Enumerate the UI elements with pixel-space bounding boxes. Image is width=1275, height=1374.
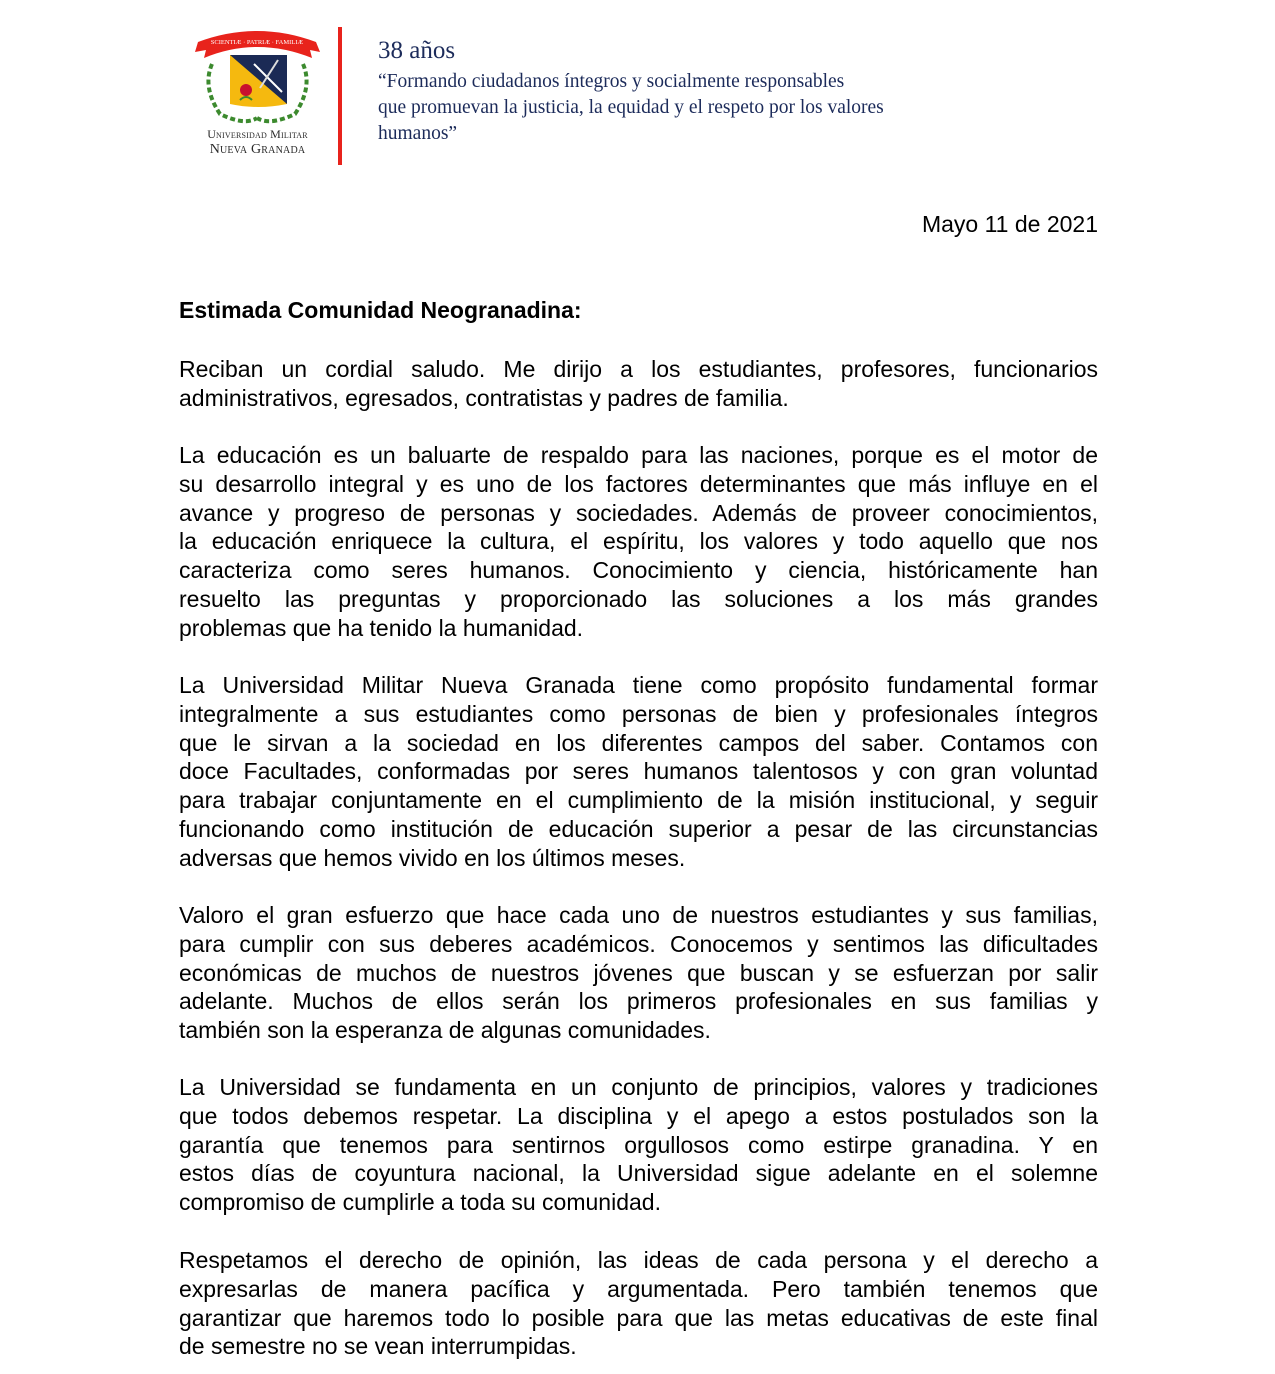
paragraph-1: Reciban un cordial saludo. Me dirijo a los estudiantes, profesores, funcionarios administrativos, egresados, contratistas y padres de familia. — [179, 356, 1098, 411]
coat-of-arms-icon — [190, 22, 325, 127]
institutional-quote: “Formando ciudadanos íntegros y socialmente responsables que promuevan la justicia, la equidad y el respeto por los valores humanos” — [378, 71, 884, 144]
university-logo — [190, 22, 325, 162]
paragraph-3: La Universidad Militar Nueva Granada tiene como propósito fundamental formar integralmente a sus estudiantes como personas de bien y profesionales íntegros que le sirvan a la sociedad en los diferentes campos del saber. Contamos con doce Facultades, conformadas por seres humanos talentosos y con gran voluntad para trabajar conjuntamente en el cumplimiento de la misión institucional, y seguir funcionando como institución de educación superior a pesar de las circunstancias adversas que hemos vivido en los últimos meses. — [179, 672, 1098, 871]
paragraph-6: Respetamos el derecho de opinión, las ideas de cada persona y el derecho a expresarlas de manera pacífica y argumentada. Pero también tenemos que garantizar que haremos todo lo posible para que las metas educativas de este final de semestre no se vean interrumpidas. — [179, 1247, 1098, 1360]
header-divider — [338, 27, 342, 165]
university-name: Universidad Militar Nueva Granada — [207, 127, 308, 157]
letter-date: Mayo 11 de 2021 — [921, 211, 1098, 237]
header-tagline — [378, 35, 998, 147]
letter-greeting: Estimada Comunidad Neogranadina: — [179, 297, 582, 323]
paragraph-2: La educación es un baluarte de respaldo para las naciones, porque es el motor de su desarrollo integral y es uno de los factores determinantes que más influye en el avance y progreso de personas y sociedades. Además de proveer conocimientos, la educación enriquece la cultura, el espíritu, los valores y todo aquello que nos caracteriza como seres humanos. Conocimiento y ciencia, históricamente han resuelto las preguntas y proporcionado las soluciones a los más grandes problemas que ha tenido la humanidad. — [179, 442, 1098, 641]
svg-text:SCIENTIÆ · PATRIÆ · FAMILIÆ: SCIENTIÆ · PATRIÆ · FAMILIÆ — [210, 39, 304, 46]
paragraph-4: Valoro el gran esfuerzo que hace cada uno de nuestros estudiantes y sus familias, para cumplir con sus deberes académicos. Conocemos y sentimos las dificultades económicas de muchos de nuestros jóvenes que buscan y se esfuerzan por salir adelante. Muchos de ellos serán los primeros profesionales en sus familias y también son la esperanza de algunas comunidades. — [179, 902, 1098, 1044]
paragraph-5: La Universidad se fundamenta en un conjunto de principios, valores y tradiciones que todos debemos respetar. La disciplina y el apego a estos postulados son la garantía que tenemos para sentirnos orgullosos como estirpe granadina. Y en estos días de coyuntura nacional, la Universidad sigue adelante en el solemne compromiso de cumplirle a toda su comunidad. — [179, 1074, 1098, 1216]
anniversary-years: 38 años — [378, 37, 456, 64]
